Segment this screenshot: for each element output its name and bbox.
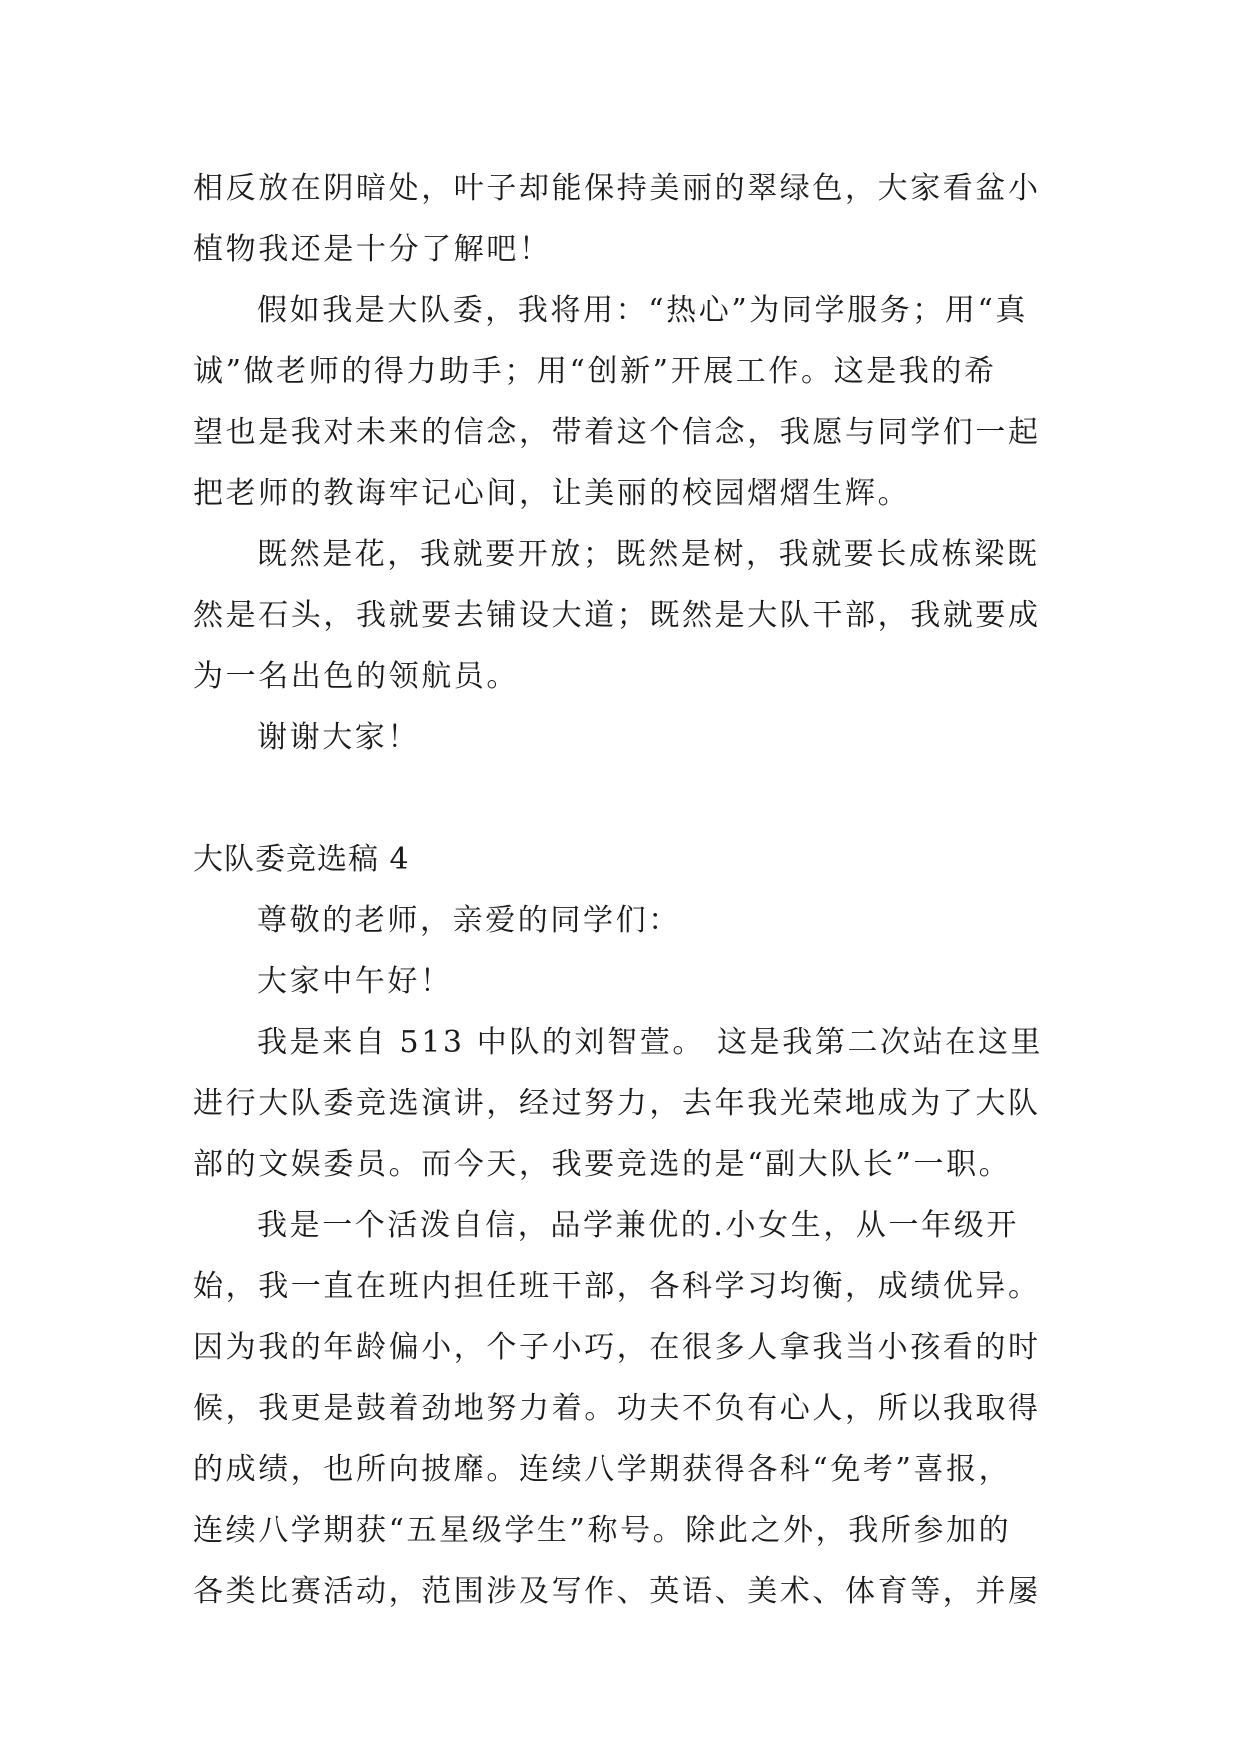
section-spacer xyxy=(193,768,1073,829)
document-page xyxy=(193,158,1073,1622)
paragraph-first-line: 我是来自 513 中队的刘智萱。 这是我第二次站在这里 xyxy=(257,1025,1044,1060)
text-line: 进行大队委竞选演讲，经过努力，去年我光荣地成为了大队 xyxy=(193,1086,1041,1121)
text-line: 因为我的年龄偏小，个子小巧，在很多人拿我当小孩看的时 xyxy=(193,1330,1041,1365)
text-line: 连续八学期获“五星级学生”称号。除此之外，我所参加的 xyxy=(193,1513,1012,1548)
text-line: 相反放在阴暗处，叶子却能保持美丽的翠绿色，大家看盆小 xyxy=(193,171,1041,206)
text-line: 望也是我对未来的信念，带着这个信念，我愿与同学们一起 xyxy=(193,415,1041,450)
text-line: 的成绩，也所向披靡。连续八学期获得各科“免考”喜报， xyxy=(193,1452,1012,1487)
text-line: 部的文娱委员。而今天，我要竞选的是“副大队长”一职。 xyxy=(193,1147,1012,1182)
salutation: 尊敬的老师，亲爱的同学们： xyxy=(257,903,681,938)
text-line: 诚”做老师的得力助手；用“创新”开展工作。这是我的希 xyxy=(193,354,997,389)
text-line: 为一名出色的领航员。 xyxy=(193,659,519,694)
text-line: 候，我更是鼓着劲地努力着。功夫不负有心人，所以我取得 xyxy=(193,1391,1041,1426)
text-line: 把老师的教诲牢记心间，让美丽的校园熠熠生辉。 xyxy=(193,476,911,511)
closing-thanks: 谢谢大家！ xyxy=(257,720,420,755)
text-line: 然是石头，我就要去铺设大道；既然是大队干部，我就要成 xyxy=(193,598,1041,633)
text-line: 始，我一直在班内担任班干部，各科学习均衡，成绩优异。 xyxy=(193,1269,1041,1304)
section-title: 大队委竞选稿 4 xyxy=(193,842,410,877)
paragraph-first-line: 我是一个活泼自信，品学兼优的.小女生，从一年级开 xyxy=(257,1208,1019,1243)
text-line: 各类比赛活动，范围涉及写作、英语、美术、体育等，并屡 xyxy=(193,1574,1041,1609)
paragraph-first-line: 既然是花，我就要开放；既然是树，我就要长成栋梁既 xyxy=(257,537,1040,572)
text-line: 植物我还是十分了解吧！ xyxy=(193,232,552,267)
greeting-line: 大家中午好！ xyxy=(257,964,453,999)
paragraph-first-line: 假如我是大队委，我将用：“热心”为同学服务；用“真 xyxy=(257,293,1029,328)
